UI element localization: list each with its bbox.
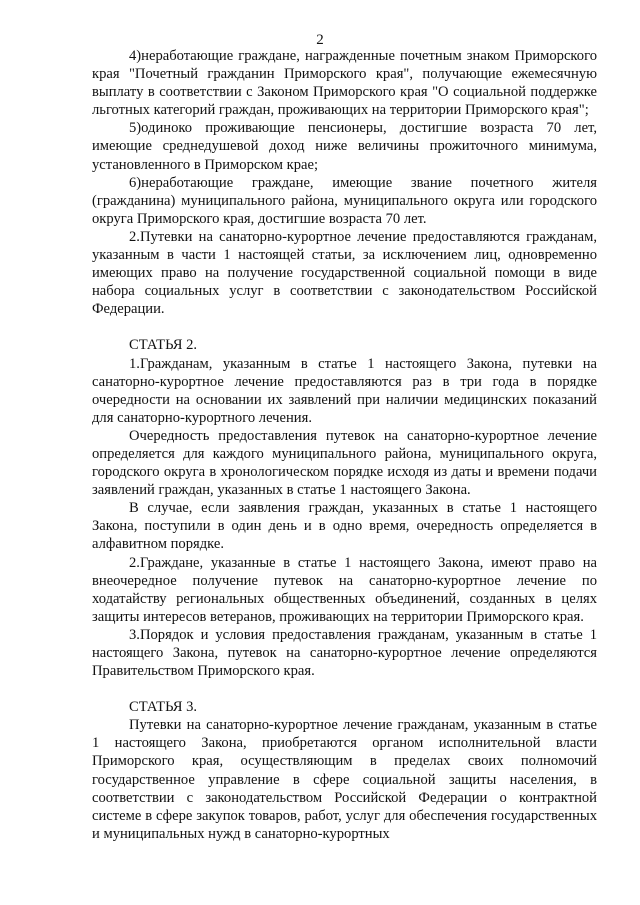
document-body — [92, 47, 597, 843]
section-spacer — [92, 680, 597, 698]
article-2-paragraph: Очередность предоставления путевок на санаторно-курортное лечение определяется для каждого муниципального района, муниципального округа, городского округа в хронологическом порядке исходя из даты и времени подачи заявлений граждан, указанных в статье 1 настоящего Закона. — [92, 427, 597, 499]
page-number: 2 — [316, 32, 324, 48]
section-spacer — [92, 318, 597, 336]
paragraph-item-5: 5)одиноко проживающие пенсионеры, достигшие возраста 70 лет, имеющие среднедушевой доход ниже величины прожиточного минимума, установленного в Приморском крае; — [92, 120, 597, 173]
paragraph-part-2: 2.Путевки на санаторно-курортное лечение предоставляются гражданам, указанным в части 1 настоящей статьи, за исключением лиц, одновременно имеющих право на получение государственной социальной помощи в виде набора социальных услуг в соответствии с законодательством Российской Федерации. — [92, 228, 597, 318]
article-2-paragraph: 1.Гражданам, указанным в статье 1 настоящего Закона, путевки на санаторно-курортное лечение предоставляются раз в три года в порядке очередности на основании их заявлений при наличии медицинских показаний для санаторно-курортного лечения. — [92, 355, 597, 426]
article-3-heading: СТАТЬЯ 3. — [129, 699, 198, 716]
article-2-heading: СТАТЬЯ 2. — [129, 337, 198, 354]
article-3-paragraph: Путевки на санаторно-курортное лечение гражданам, указанным в статье 1 настоящего Закона, приобретаются органом исполнительной власти Приморского края, осуществляющим в пределах своих полномочий государственное управление в сфере социальной защиты населения, в соответствии с законодательством Российской Федерации о контрактной системе в сфере закупок товаров, работ, услуг для обеспечения государственных и муниципальных нужд в санаторно-курортных — [92, 717, 597, 842]
paragraph-item-4: 4)неработающие граждане, награжденные почетным знаком Приморского края "Почетный гражданин Приморского края", получающие ежемесячную выплату в соответствии с Законом Приморского края "О социальной поддержке льготных категорий граждан, проживающих на территории Приморского края"; — [92, 48, 597, 119]
article-2-paragraph: 2.Граждане, указанные в статье 1 настоящего Закона, имеют право на внеочередное получение путевок на санаторно-курортное лечение по ходатайству региональных общественных объединений, созданных в целях защиты интересов ветеранов, проживающих на территории Приморского края. — [92, 554, 597, 625]
article-2-paragraph: В случае, если заявления граждан, указанных в статье 1 настоящего Закона, поступили в один день и в одно время, очередность определяется в алфавитном порядке. — [92, 500, 597, 553]
paragraph-item-6: 6)неработающие граждане, имеющие звание почетного жителя (гражданина) муниципального района, муниципального округа или городского округа Приморского края, достигшие возраста 70 лет. — [92, 174, 597, 227]
article-2-paragraph: 3.Порядок и условия предоставления гражданам, указанным в статье 1 настоящего Закона, путевок на санаторно-курортное лечение определяются Правительством Приморского края. — [92, 626, 597, 680]
